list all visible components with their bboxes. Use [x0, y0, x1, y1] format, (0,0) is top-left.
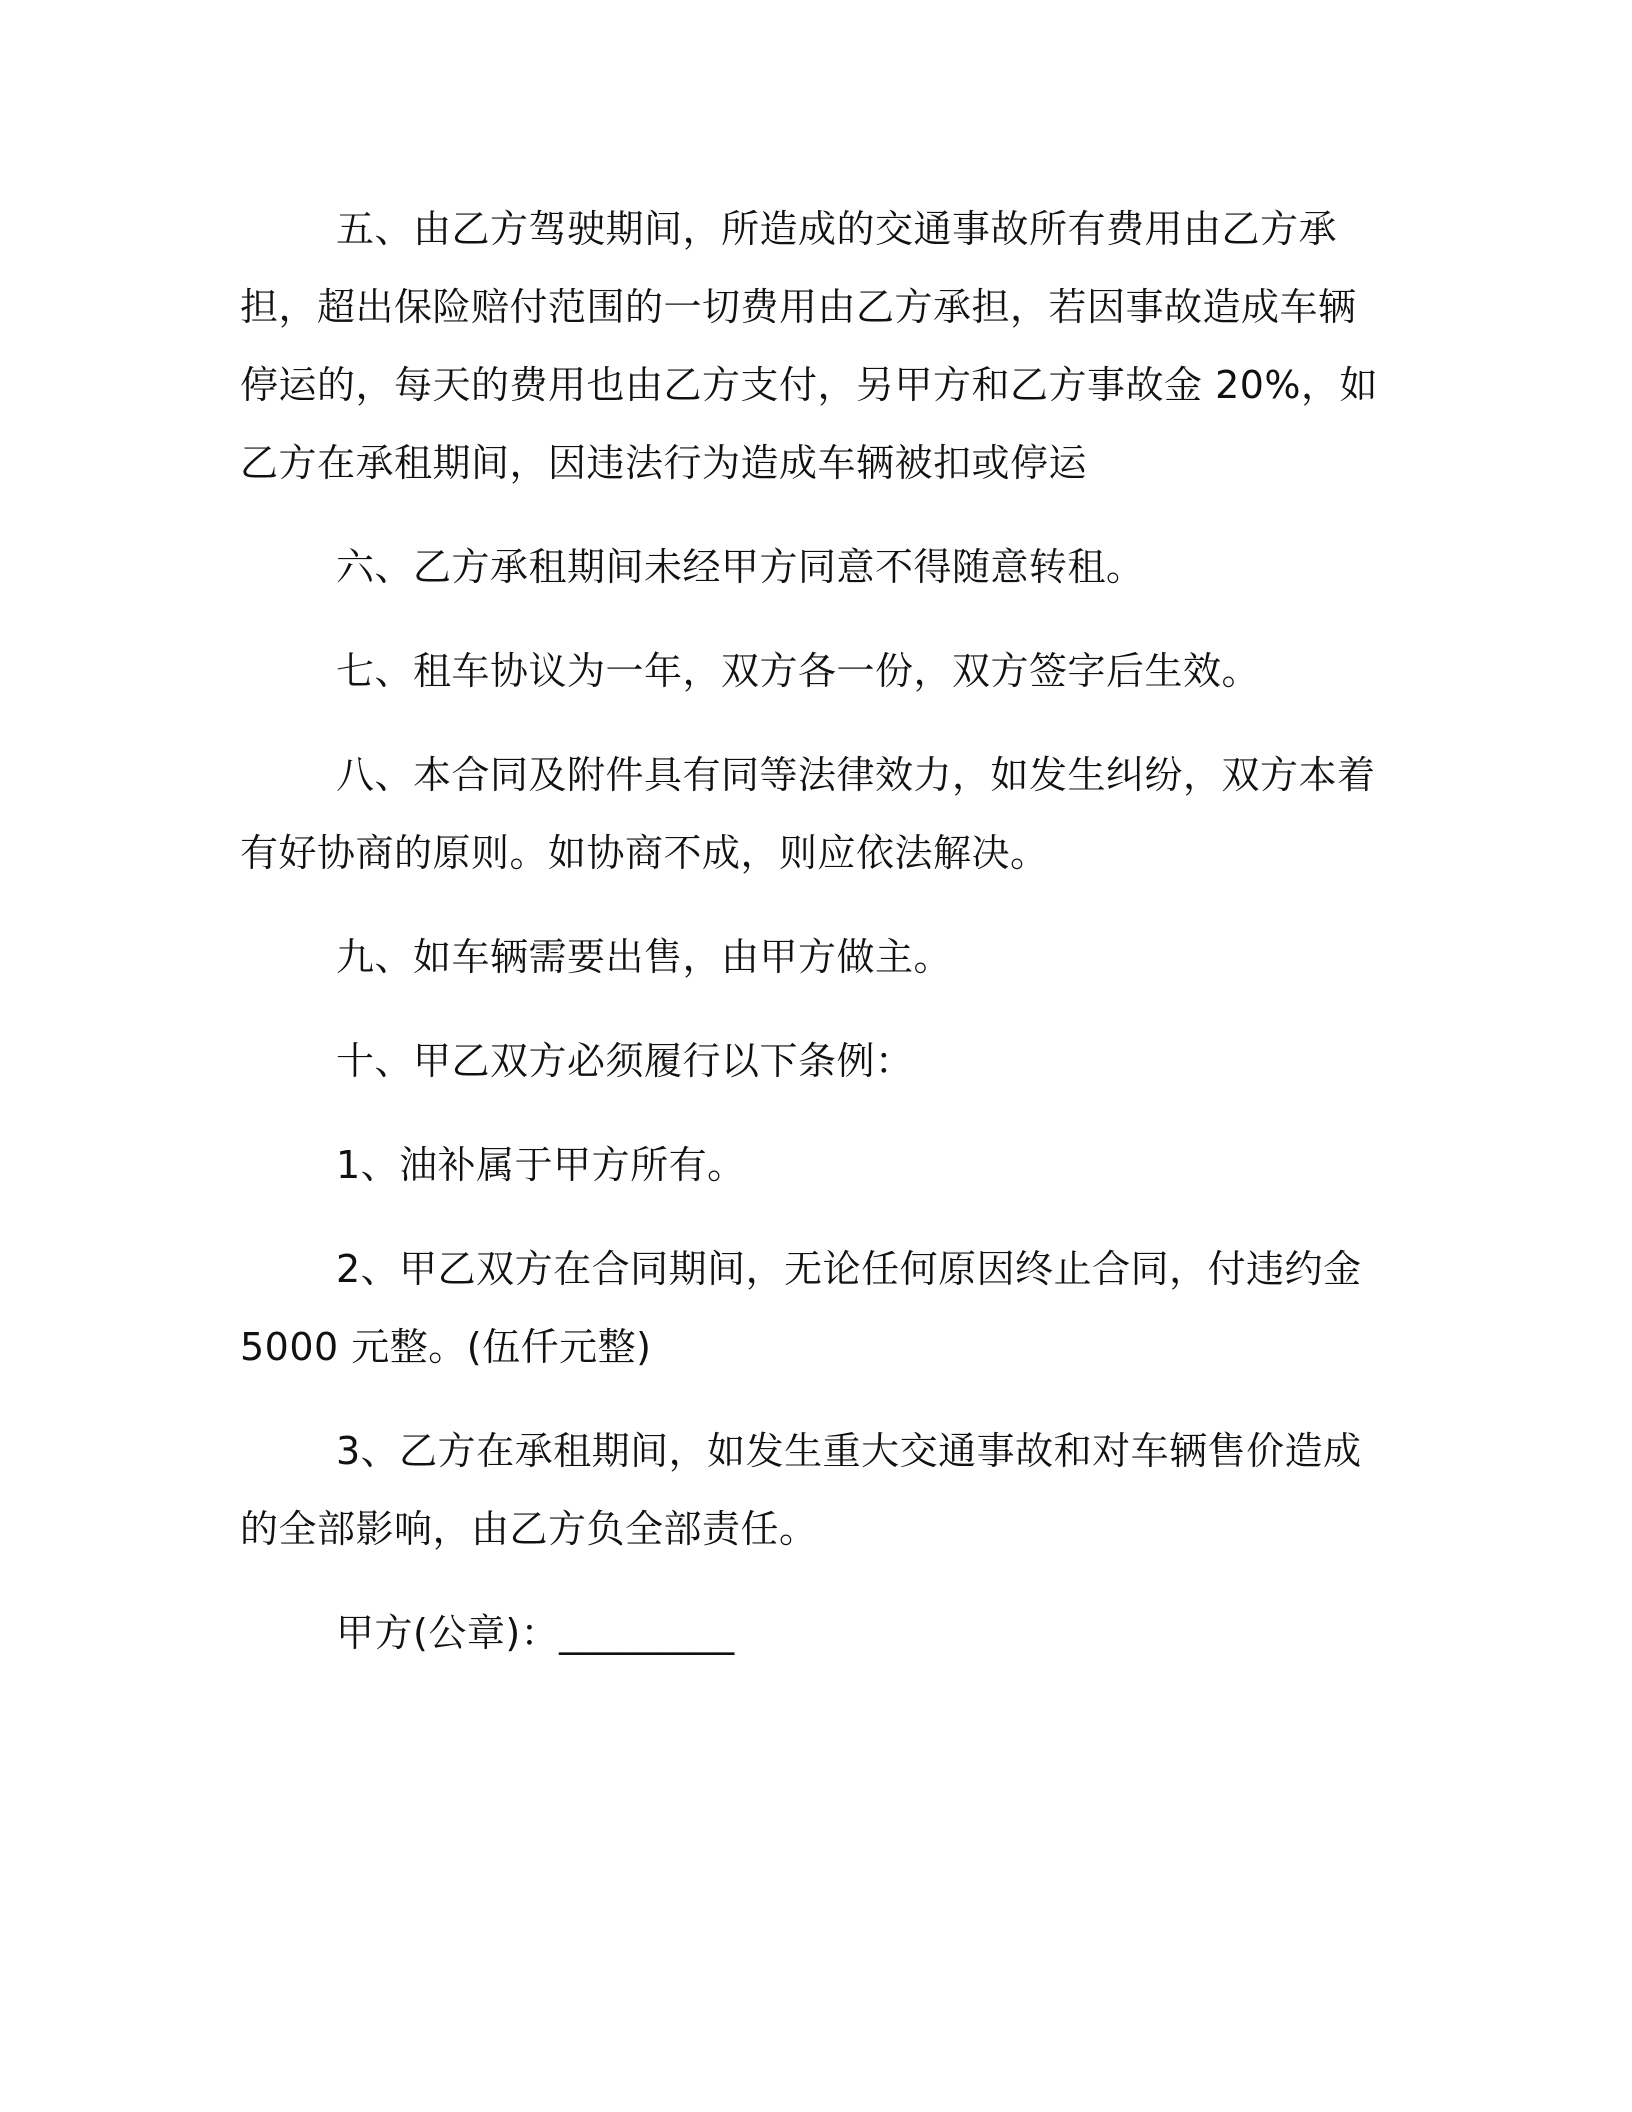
clause-9: 九、如车辆需要出售，由甲方做主。	[336, 935, 953, 979]
party-a-signature-line: 甲方(公章)：_________	[336, 1611, 735, 1655]
clause-10: 十、甲乙双方必须履行以下条例：	[336, 1039, 914, 1083]
clause-5: 五、由乙方驾驶期间，所造成的交通事故所有费用由乙方承担，超出保险赔付范围的一切费用由乙方承担，若因事故造成车辆停运的，每天的费用也由乙方支付，另甲方和乙方事故金 20%，如乙方在承租期间，因违法行为造成车辆被扣或停运	[240, 207, 1379, 485]
sub-clause-3: 3、乙方在承租期间，如发生重大交通事故和对车辆售价造成的全部影响，由乙方负全部责任。	[240, 1429, 1362, 1551]
clause-8: 八、本合同及附件具有同等法律效力，如发生纠纷，双方本着有好协商的原则。如协商不成，则应依法解决。	[240, 753, 1376, 875]
document-body	[240, 190, 1390, 1672]
sub-clause-2: 2、甲乙双方在合同期间，无论任何原因终止合同，付违约金 5000 元整。(伍仟元整)	[240, 1247, 1362, 1369]
sub-clause-1: 1、油补属于甲方所有。	[336, 1143, 746, 1187]
clause-7: 七、租车协议为一年，双方各一份，双方签字后生效。	[336, 649, 1261, 693]
clause-6: 六、乙方承租期间未经甲方同意不得随意转租。	[336, 545, 1145, 589]
